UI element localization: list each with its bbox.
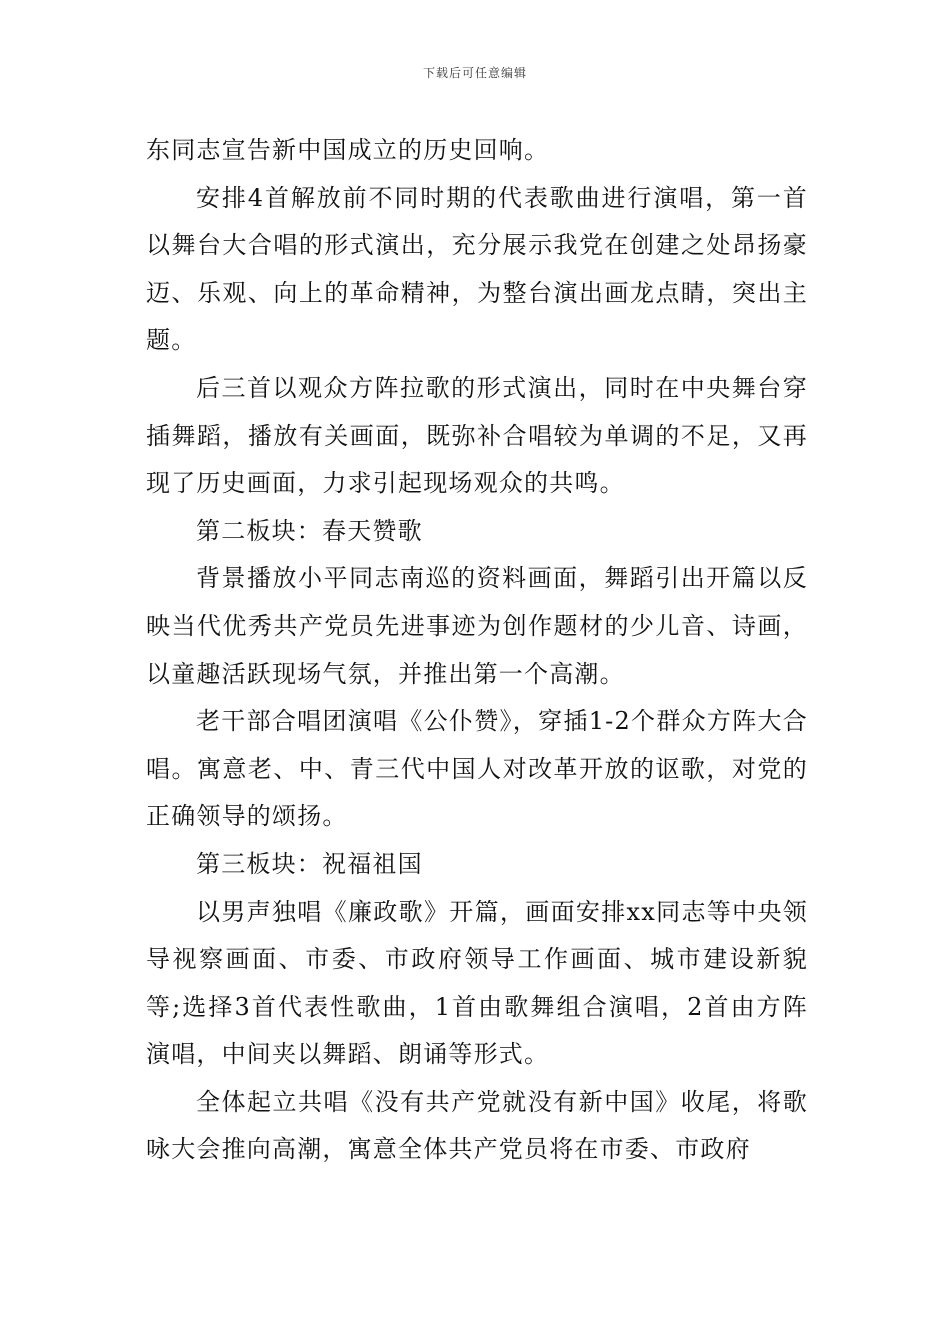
- paragraph-line: 歌咏大会推向高潮，寓意全体共产党员将在市委、市政府: [146, 1087, 808, 1164]
- paragraph-line: 全体起立共唱《没有共产党就没有新中国》收尾，将: [196, 1087, 783, 1116]
- paragraph-5: [146, 698, 808, 841]
- paragraph-line: 出主题。: [146, 278, 808, 355]
- paragraph-7: [146, 1079, 808, 1174]
- paragraph-1: [146, 127, 808, 175]
- paragraph-line: 合唱。寓意老、中、青三代中国人对改革开放的讴歌，对: [146, 707, 808, 783]
- paragraph-6: [146, 889, 808, 1079]
- section-heading-2: [146, 508, 808, 556]
- paragraph-line: 以舞台大合唱的形式演出，充分展示我党在创建之处昂扬: [146, 231, 783, 260]
- paragraph-line: 领导视察画面、市委、市政府领导工作画面、城市建设新: [146, 897, 808, 974]
- paragraph-line: 豪迈、乐观、向上的革命精神，为整台演出画龙点睛，突: [146, 231, 808, 307]
- paragraph-line: 貌等;选择3首代表性歌曲，1首由歌舞组合演唱，2首由方: [146, 945, 808, 1021]
- paragraph-line: 反映当代优秀共产党员先进事迹为创作题材的少儿音、诗: [146, 564, 808, 640]
- paragraph-2: [146, 175, 808, 365]
- section-heading-text: 第二板块：春天赞歌: [196, 516, 423, 545]
- paragraph-line: 以男声独唱《廉政歌》开篇，画面安排xx同志等中央: [196, 897, 783, 926]
- paragraph-line: 画，以童趣活跃现场气氛，并推出第一个高潮。: [146, 611, 808, 688]
- section-heading-3: [146, 841, 808, 889]
- paragraph-line: 老干部合唱团演唱《公仆赞》，穿插1-2个群众方阵大: [196, 707, 783, 736]
- paragraph-3: [146, 365, 808, 508]
- paragraph-line: 安排4首解放前不同时期的代表歌曲进行演唱，第一首: [196, 183, 808, 212]
- paragraph-line: 又再现了历史画面，力求引起现场观众的共鸣。: [146, 421, 808, 498]
- paragraph-4: [146, 555, 808, 698]
- paragraph-line: 后三首以观众方阵拉歌的形式演出，同时在中央舞台: [196, 373, 783, 402]
- page-header-note: 下载后可任意编辑: [422, 66, 527, 80]
- paragraph-line: 党的正确领导的颂扬。: [146, 754, 808, 831]
- paragraph-line: 背景播放小平同志南巡的资料画面，舞蹈引出开篇以: [196, 564, 783, 593]
- document-body: [146, 127, 808, 1174]
- paragraph-line: 穿插舞蹈，播放有关画面，既弥补合唱较为单调的不足，: [146, 373, 808, 450]
- paragraph-line: 阵演唱，中间夹以舞蹈、朗诵等形式。: [146, 992, 808, 1069]
- paragraph-line: 东同志宣告新中国成立的历史回响。: [146, 136, 550, 164]
- section-heading-text: 第三板块：祝福祖国: [196, 849, 423, 878]
